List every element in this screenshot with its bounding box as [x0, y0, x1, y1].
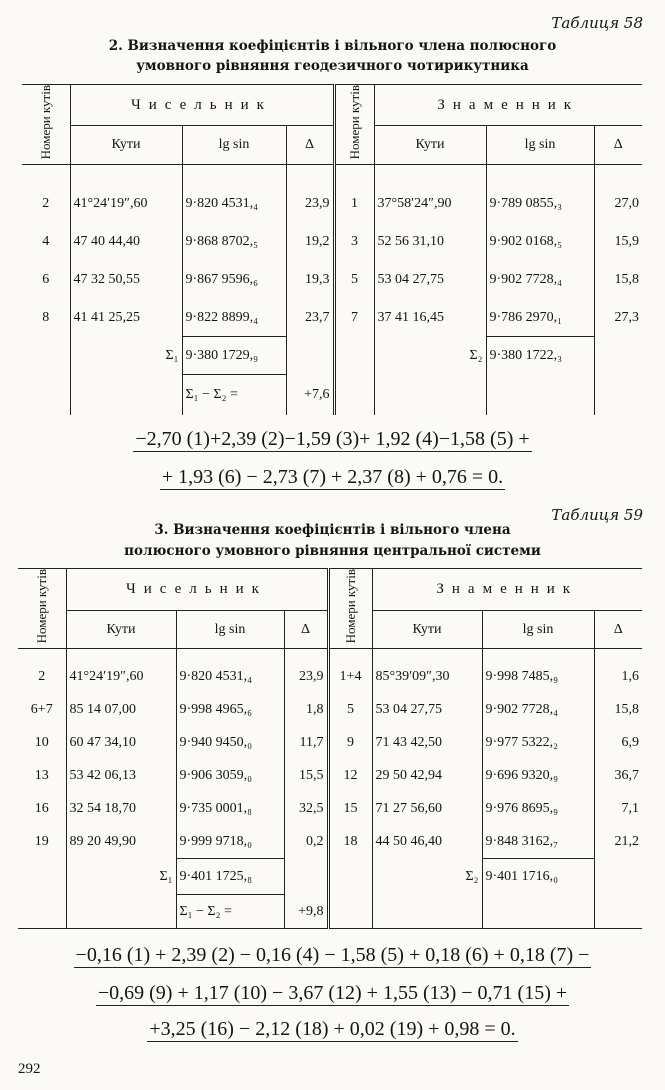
table-58-title-line2: умовного рівняння геодезичного чотирикутника [136, 58, 529, 74]
table-59-title-line1: 3. Визначення коефіцієнтів і вільного члена [154, 522, 511, 538]
sum1-label: Σ₁ [66, 859, 176, 895]
equation-59-line1: −0,16 (1) + 2,39 (2) − 0,16 (4) − 1,58 (5) + 0,18 (6) + 0,18 (7) − [75, 944, 590, 966]
difference-value: +7,6 [286, 375, 334, 415]
table-row: 2 41°24′19″,60 9·820 4531,₄ 23,9 1+4 85°39′09″,30 9·998 7485,₉ 1,6 [18, 661, 642, 694]
sum2-value: 9·401 1716,₀ [482, 859, 594, 895]
col-delta-2: Δ [594, 126, 642, 165]
table-59 [18, 568, 642, 929]
sum2-label: Σ₂ [372, 859, 482, 895]
table-row: 2 41°24′19″,60 9·820 4531,₄ 23,9 1 37°58′24″,90 9·789 0855,₃ 27,0 [22, 185, 642, 223]
header-angle-numbers: Номери кутів [37, 85, 53, 160]
table-58-title-line1: 2. Визначення коефіцієнтів і вільного члена полюсного [108, 38, 557, 54]
page-number: 292 [18, 1061, 41, 1077]
table-58 [22, 84, 642, 415]
difference-value: +9,8 [284, 895, 328, 929]
table-row: 10 60 47 34,10 9·940 9450,₀ 11,7 9 71 43 42,50 9·977 5322,₂ 6,9 [18, 727, 642, 760]
header-denominator: Знаменник [372, 569, 642, 611]
equation-58-line1: −2,70 (1)+2,39 (2)−1,59 (3)+ 1,92 (4)−1,58 (5) + [135, 428, 530, 450]
sum1-value: 9·401 1725,₈ [176, 859, 284, 895]
table-row: 6+7 85 14 07,00 9·998 4965,₆ 1,8 5 53 04 27,75 9·902 7728,₄ 15,8 [18, 694, 642, 727]
table-row: 13 53 42 06,13 9·906 3059,₀ 15,5 12 29 50 42,94 9·696 9320,₉ 36,7 [18, 760, 642, 793]
col-angles: Кути [70, 126, 182, 165]
table-59-label: Таблиця 59 [551, 506, 643, 524]
table-row: 8 41 41 25,25 9·822 8899,₄ 23,7 7 37 41 16,45 9·786 2970,₁ 27,3 [22, 299, 642, 337]
table-row: 16 32 54 18,70 9·735 0001,₈ 32,5 15 71 27 56,60 9·976 8695,₉ 7,1 [18, 793, 642, 826]
sum2-value: 9·380 1722,₃ [486, 337, 594, 375]
equation-58-line2: + 1,93 (6) − 2,73 (7) + 2,37 (8) + 0,76 = 0. [161, 466, 504, 488]
table-row: 6 47 32 50,55 9·867 9596,₆ 19,3 5 53 04 27,75 9·902 7728,₄ 15,8 [22, 261, 642, 299]
difference-label: Σ₁ − Σ₂ = [176, 895, 284, 929]
col-delta: Δ [284, 611, 328, 649]
header-denominator: Знаменник [374, 85, 642, 126]
header-numerator: Чисельник [66, 569, 328, 611]
equation-59-line2: −0,69 (9) + 1,17 (10) − 3,67 (12) + 1,55 (13) − 0,71 (15) + [97, 982, 568, 1004]
col-angles-2: Кути [372, 611, 482, 649]
header-angle-numbers-2: Номери кутів [346, 85, 362, 160]
col-angles-2: Кути [374, 126, 486, 165]
header-angle-numbers: Номери кутів [33, 569, 49, 644]
col-delta-2: Δ [594, 611, 642, 649]
sum1-value: 9·380 1729,₉ [182, 337, 286, 375]
col-angles: Кути [66, 611, 176, 649]
table-row: 4 47 40 44,40 9·868 8702,₅ 19,2 3 52 56 31,10 9·902 0168,₅ 15,9 [22, 223, 642, 261]
header-numerator: Чисельник [70, 85, 334, 126]
sum1-label: Σ₁ [70, 337, 182, 375]
col-lgsin-2: lg sin [486, 126, 594, 165]
table-59-title-line2: полюсного умовного рівняння центральної системи [124, 543, 541, 559]
difference-label: Σ₁ − Σ₂ = [182, 375, 286, 415]
col-lgsin-2: lg sin [482, 611, 594, 649]
table-row: 19 89 20 49,90 9·999 9718,₀ 0,2 18 44 50 46,40 9·848 3162,₇ 21,2 [18, 826, 642, 859]
equation-59-line3: +3,25 (16) − 2,12 (18) + 0,02 (19) + 0,98 = 0. [149, 1018, 516, 1040]
col-lgsin: lg sin [176, 611, 284, 649]
table-58-label: Таблиця 58 [551, 14, 643, 32]
sum2-label: Σ₂ [374, 337, 486, 375]
col-lgsin: lg sin [182, 126, 286, 165]
col-delta: Δ [286, 126, 334, 165]
header-angle-numbers-2: Номери кутів [342, 569, 358, 644]
